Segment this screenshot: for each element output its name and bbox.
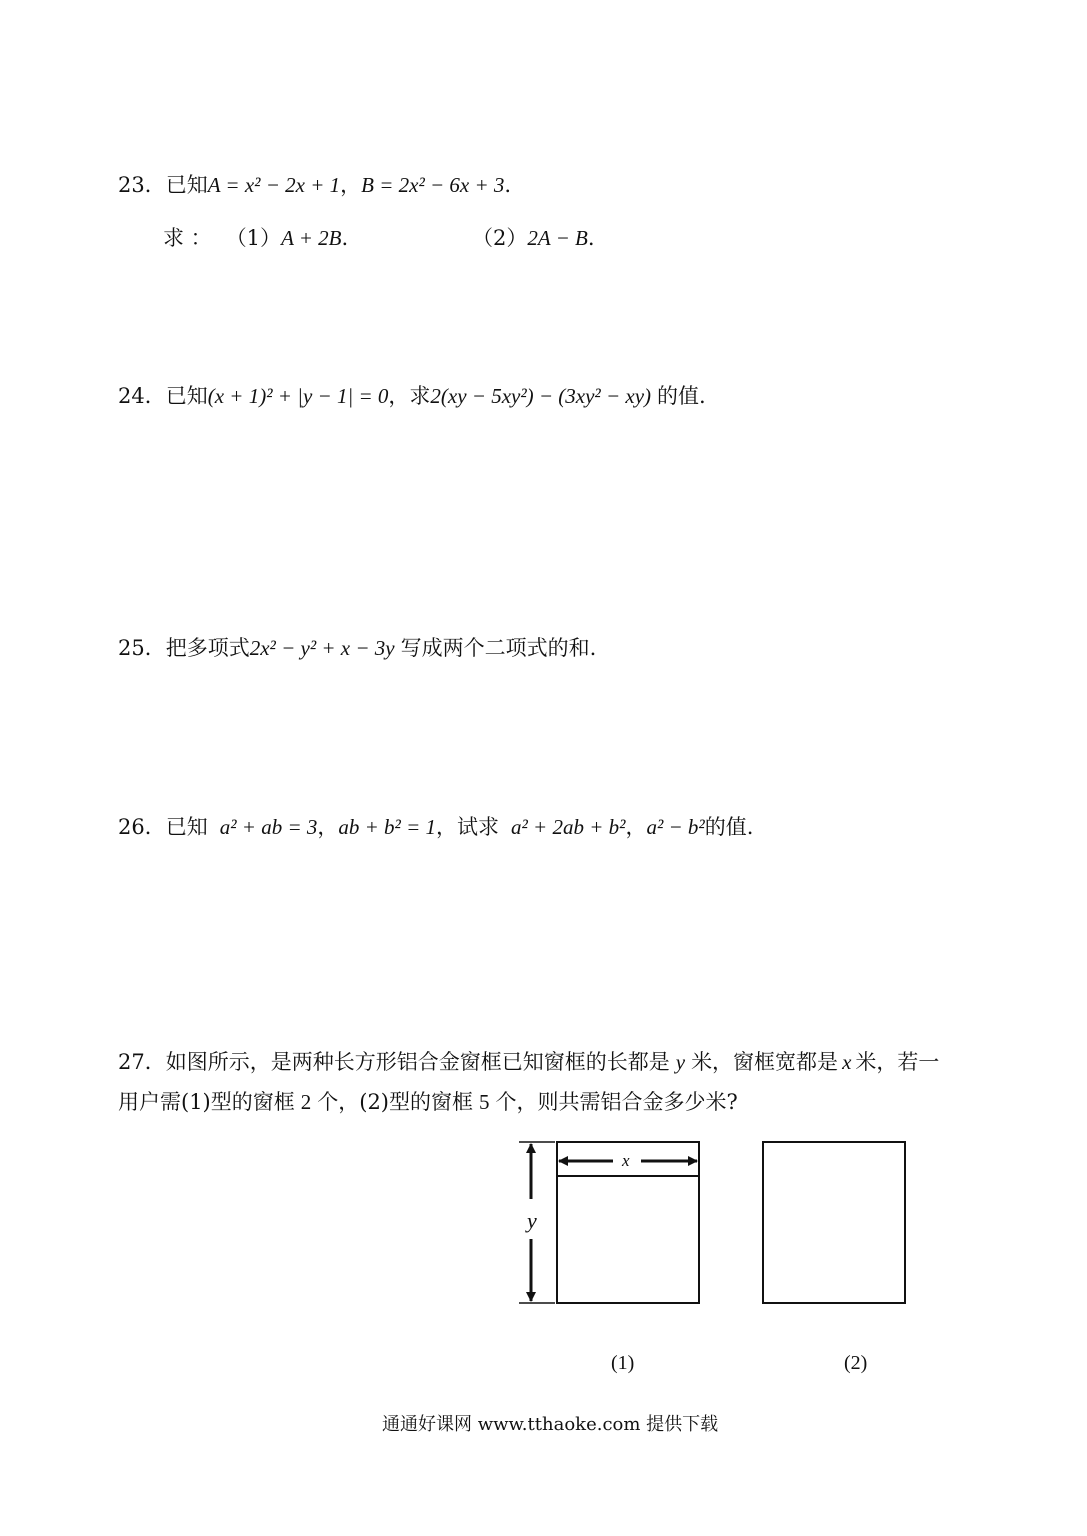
question-lead: 已知: [165, 815, 208, 839]
question-24: [118, 386, 706, 407]
question-tail: 的值.: [657, 384, 706, 408]
question-text: 米，窗框宽都是: [691, 1050, 839, 1074]
separator: ，: [340, 173, 362, 197]
connector: ，求: [388, 384, 431, 408]
question-26: [118, 817, 753, 838]
question-27-line-1: [118, 1052, 939, 1073]
part-1-label: （1）: [225, 226, 282, 250]
separator: ，: [625, 815, 647, 839]
part-1-expression: A + 2B: [281, 226, 342, 250]
question-23-part-2: [472, 228, 595, 249]
question-text: 米，若一: [855, 1050, 940, 1074]
question-tail: 写成两个二项式的和.: [400, 636, 597, 660]
window-frame-figure: [515, 1135, 935, 1315]
question-tail: 的值.: [704, 815, 754, 839]
part-2-expression: 2A − B: [527, 226, 588, 250]
polynomial-expression: 2x² − y² + x − 3y: [249, 636, 395, 660]
b-definition: B = 2x² − 6x + 3: [361, 173, 505, 197]
figure-2-caption: (2): [844, 1352, 868, 1374]
target-expression: 2(xy − 5xy²) − (3xy² − xy): [430, 384, 652, 408]
question-23: [118, 175, 511, 196]
condition-expression: (x + 1)² + |y − 1| = 0: [207, 384, 389, 408]
figure-1-caption: (1): [611, 1352, 635, 1374]
question-number: 27．: [118, 1050, 166, 1074]
variable-y: y: [675, 1050, 686, 1074]
period: .: [341, 226, 349, 250]
question-lead: 已知: [165, 384, 208, 408]
a-definition: A = x² − 2x + 1: [207, 173, 341, 197]
question-number: 24．: [118, 384, 166, 408]
expression-2: a² − b²: [646, 815, 705, 839]
variable-x: x: [842, 1050, 852, 1074]
question-text: 个，(2)型的窗框: [317, 1090, 473, 1114]
question-number: 25．: [118, 636, 166, 660]
expression-1: a² + 2ab + b²: [511, 815, 626, 839]
period: .: [504, 173, 512, 197]
part-2-label: （2）: [472, 226, 528, 250]
question-27-line-2: [118, 1092, 738, 1113]
question-number: 23．: [118, 173, 166, 197]
period: .: [587, 226, 595, 250]
question-text: 如图所示，是两种长方形铝合金窗框已知窗框的长都是: [165, 1050, 670, 1074]
question-lead: 已知: [165, 173, 208, 197]
count-2: 5: [479, 1090, 490, 1114]
page-footer: 通通好课网 www.tthaoke.com 提供下载: [382, 1414, 719, 1435]
connector: ，试求: [436, 815, 500, 839]
question-text: 用户需(1)型的窗框: [118, 1090, 295, 1114]
separator: ，: [317, 815, 339, 839]
question-23-parts: [163, 228, 348, 249]
count-1: 2: [300, 1090, 312, 1114]
height-label-y: y: [527, 1208, 537, 1233]
ask-label: 求 ：: [163, 226, 212, 250]
question-text: 个，则共需铝合金多少米?: [495, 1090, 738, 1114]
question-number: 26．: [118, 815, 166, 839]
frame-type-2: [763, 1142, 905, 1303]
question-lead: 把多项式: [165, 636, 250, 660]
condition-2: ab + b² = 1: [338, 815, 437, 839]
question-25: [118, 638, 596, 659]
condition-1: a² + ab = 3: [219, 815, 318, 839]
width-label-x: x: [622, 1151, 630, 1170]
